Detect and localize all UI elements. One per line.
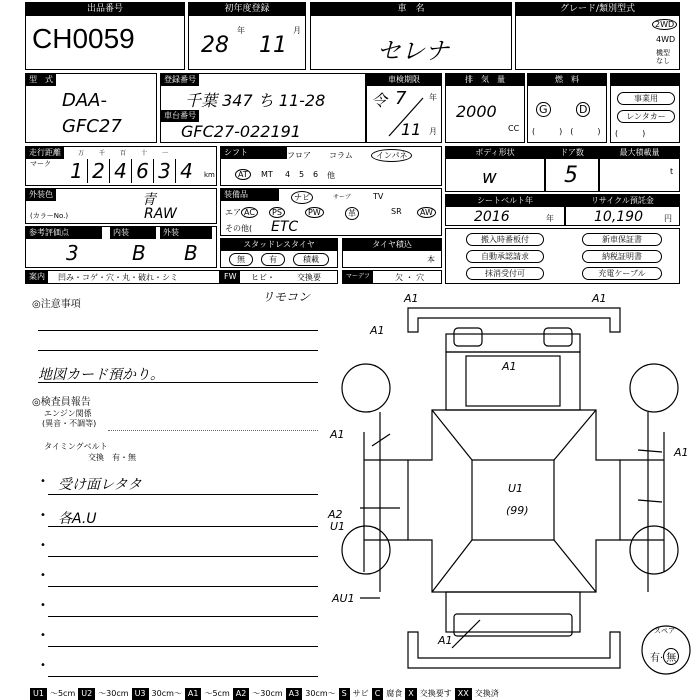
rear-body [446, 592, 580, 632]
shift-4: 4 [285, 170, 291, 179]
cap-box [599, 146, 680, 192]
inspect-m-unit: 月 [429, 127, 437, 136]
doc-cable: 充電ケーブル [582, 267, 662, 280]
tire-box [342, 238, 442, 268]
equip-pw: PW [305, 207, 324, 218]
legend-left-text: 凹み・コゲ・穴・丸・破れ・シミ [58, 273, 178, 282]
plate-box [160, 73, 366, 143]
interior: B [132, 241, 146, 265]
legend-value: ～5cm [204, 689, 230, 698]
shift-label: シフト [221, 147, 287, 159]
legend-key: U3 [132, 688, 149, 700]
recycle-yen: 円 [664, 214, 672, 223]
shift-other: 他 [327, 171, 335, 180]
lot-box [25, 2, 185, 70]
body-label: ボディ形状 [446, 147, 544, 159]
mdf-label: マーデフ [343, 271, 373, 283]
diag-label: A1 [674, 446, 689, 459]
bullet: • [40, 476, 46, 487]
diag-label: A1 [404, 292, 419, 305]
door-label: ドア数 [546, 147, 598, 159]
chassis-label: 車台番号 [161, 110, 199, 122]
reg-label: 初年度登録 [189, 3, 305, 16]
mileage-box [25, 146, 217, 186]
use-business: 事業用 [617, 92, 675, 105]
legend-value: 交換要す [419, 689, 452, 698]
unit-mark: 十 [141, 150, 148, 157]
legend-value: ～30cm [98, 689, 129, 698]
use-rental: レンタカー [617, 110, 675, 123]
digit: 6 [132, 159, 154, 183]
doors: 5 [564, 163, 578, 188]
belt-opts: 交換 有・無 [88, 453, 136, 462]
model-label: 型 式 [26, 74, 56, 86]
diag-label: U1 [508, 482, 524, 495]
legend-key: XX [455, 688, 472, 700]
equip-sr: SR [391, 207, 402, 216]
notes-rule [38, 350, 318, 351]
unit-mark: 万 [78, 150, 85, 157]
interior-label: 内装 [110, 227, 156, 239]
digit: 4 [180, 159, 193, 183]
legend-value: 30cm～ [305, 689, 336, 698]
docs-box [445, 228, 680, 284]
roof-front [446, 334, 580, 352]
inspect-slash [367, 74, 443, 144]
rear-glass [454, 614, 572, 636]
body: w [482, 167, 497, 188]
pillar [554, 540, 596, 592]
damage-legend [30, 688, 700, 700]
reg-month: 11 [259, 33, 287, 58]
use-label [611, 74, 679, 86]
opt-4wd: 4WD [656, 35, 676, 44]
grade-box [515, 2, 680, 70]
opt-type: 機型なし [656, 49, 670, 65]
windshield [544, 328, 572, 346]
door-box [545, 146, 599, 192]
exterior-label: 外装 [160, 227, 212, 239]
legend-left-label: 案内 [26, 271, 48, 283]
seatbelt-label: シートベルト年 [446, 195, 564, 207]
inspect-box [366, 73, 442, 143]
report-rule [48, 616, 318, 617]
report-rule [48, 526, 318, 527]
seatbelt-nen: 年 [546, 214, 554, 223]
equip-nav: ナビ [291, 191, 313, 204]
fw-sel: 交換要 [297, 273, 321, 282]
disp-cc: CC [508, 124, 520, 133]
report-rule [48, 494, 318, 495]
pillar [432, 410, 472, 460]
shift-5: 5 [299, 170, 305, 179]
diag-label: A1 [438, 634, 453, 647]
digit: 1 [66, 159, 88, 183]
mileage-digits [66, 159, 197, 183]
wheel [342, 526, 390, 574]
shift-floor: フロア [287, 151, 311, 160]
color-label: 外装色 [26, 189, 56, 201]
legend-row [25, 270, 220, 284]
windshield [454, 328, 482, 346]
inspector-label: ◎検査員報告 [32, 397, 91, 408]
shift-column: コラム [329, 151, 353, 160]
reg-year: 28 [201, 33, 229, 58]
model-1: DAA- [62, 90, 107, 111]
spare-label: スペア [654, 627, 675, 635]
unit-mark: 一 [162, 150, 169, 157]
color-code-label: (カラーNo.) [30, 212, 69, 220]
fuel-paren: ( ) ( ) [532, 127, 601, 136]
doc-warranty: 新車保証書 [582, 233, 662, 246]
mileage-mark: マーク [30, 160, 51, 168]
report-rule [48, 646, 318, 647]
score: 3 [66, 241, 79, 265]
bullet: • [40, 630, 46, 641]
front-bumper [408, 308, 620, 332]
car-name-label: 車 名 [311, 3, 511, 16]
digit: 3 [154, 159, 176, 183]
diag-label: A2 [328, 508, 343, 521]
legend-value: 腐食 [386, 689, 403, 698]
notes-rule [38, 382, 318, 383]
fuel-g: G [536, 102, 551, 117]
fw-label: FW [221, 271, 240, 283]
car-name-box [310, 2, 512, 70]
chassis: GFC27-022191 [181, 122, 301, 141]
legend-key: A3 [286, 688, 303, 700]
spare-val: 有· 無 [650, 648, 679, 665]
report-item: 受け面レタタ [58, 477, 142, 493]
diag-label: A1 [330, 428, 345, 441]
wheel [630, 364, 678, 412]
mileage-km: km [204, 171, 215, 179]
model-2: GFC27 [62, 116, 122, 137]
recycle-box [565, 194, 680, 226]
legend-value: 30cm～ [151, 689, 182, 698]
engine-label: エンジン関係 [44, 409, 92, 418]
equip-aw: AW [417, 207, 436, 218]
marker [452, 620, 480, 648]
shift-6: 6 [313, 170, 319, 179]
legend-value: 交換済 [474, 689, 499, 698]
use-paren: ( ) [615, 129, 646, 138]
wheel [630, 526, 678, 574]
marker [638, 450, 662, 452]
diag-label: AU1 [332, 592, 355, 605]
studless-label: スタッドレスタイヤ [221, 239, 337, 251]
studless-none: 無 [229, 253, 253, 266]
exterior: B [184, 241, 198, 265]
notes-label: ◎注意事項 [32, 299, 81, 310]
grade-label: グレード/類別型式 [516, 3, 679, 16]
marker [372, 434, 390, 446]
mdf-text: 欠 ・ 穴 [395, 273, 425, 282]
color-code: RAW [144, 206, 177, 222]
color-box [25, 188, 217, 224]
color: 青 [142, 192, 156, 208]
inspect-y-unit: 年 [429, 93, 437, 102]
cap-unit: t [670, 167, 674, 176]
fuel-d: D [576, 102, 590, 117]
equip-ps: PS [269, 207, 285, 218]
equip-label: 装備品 [221, 189, 279, 201]
seatbelt: 2016 [474, 209, 510, 225]
shift-at: AT [235, 169, 251, 180]
reg-box [188, 2, 306, 70]
doc-auto: 自動承認請求 [466, 250, 544, 263]
remocon-note: リモコン [262, 290, 311, 304]
legend-key: U1 [30, 688, 47, 700]
bullet: • [40, 570, 46, 581]
report-rule [48, 556, 318, 557]
diag-label: (99) [506, 504, 529, 517]
bullet: • [40, 660, 46, 671]
mileage-label: 走行距離 [26, 147, 64, 159]
fuel-label: 燃 料 [528, 74, 606, 86]
legend-key: A2 [233, 688, 250, 700]
diag-label: A1 [502, 360, 517, 373]
legend-value: ～5cm [49, 689, 76, 698]
roof-outline [472, 460, 554, 540]
unit-mark: 千 [99, 150, 106, 157]
digit: 4 [110, 159, 132, 183]
disp-box [445, 73, 525, 143]
score-label: 参考評価点 [26, 227, 102, 239]
legend-key: C [372, 688, 384, 700]
bullet: • [40, 600, 46, 611]
belt-label: タイミングベルト [44, 442, 108, 451]
legend-key: X [405, 688, 416, 700]
digit: 2 [88, 159, 110, 183]
mdf-row [342, 270, 442, 284]
reg-month-unit: 月 [293, 26, 301, 35]
inspect-year: 7 [395, 88, 407, 109]
equip-ac: エア AC [225, 207, 258, 218]
legend-key: S [339, 688, 350, 700]
doc-tax: 納税証明書 [582, 250, 662, 263]
use-box [610, 73, 680, 143]
inspect-era: 令 [371, 91, 388, 110]
car-name: セレナ [377, 37, 449, 65]
pillar [432, 540, 472, 592]
opt-2wd: 2WD [652, 19, 677, 30]
lot-label: 出品番号 [26, 3, 184, 16]
studless-box [220, 238, 338, 268]
inspect-month: 11 [401, 120, 422, 139]
fw-row [220, 270, 338, 284]
marker [638, 500, 662, 502]
legend-key: A1 [185, 688, 202, 700]
bullet: • [40, 510, 46, 521]
note-1: 地図カード預かり。 [38, 367, 164, 383]
shift-box [220, 146, 442, 186]
engine-dots [108, 430, 318, 431]
studless-yes: 有 [261, 253, 285, 266]
diag-label: A1 [592, 292, 607, 305]
wheel [342, 364, 390, 412]
bullet: • [40, 540, 46, 551]
report-rule [48, 676, 318, 677]
disp: 2000 [456, 102, 497, 121]
pillar [554, 410, 596, 460]
lot-number: CH0059 [32, 23, 135, 54]
body-outline [408, 410, 620, 592]
legend-value: サビ [352, 689, 369, 698]
doc-cancel: 抹消受付可 [466, 267, 544, 280]
studless-load: 積載 [293, 253, 329, 266]
recycle-label: リサイクル預託金 [566, 195, 679, 207]
diag-label: U1 [330, 520, 346, 533]
report-rule [48, 586, 318, 587]
shift-mt: MT [261, 170, 273, 179]
body-box [445, 146, 545, 192]
cap-label: 最大積載量 [600, 147, 679, 159]
equip-serve: サーブ [333, 194, 351, 201]
left-side [364, 412, 380, 592]
plate: 千葉 347 ち 11-28 [185, 91, 326, 110]
unit-mark: 百 [120, 150, 127, 157]
mileage-units [78, 148, 183, 157]
report-item: 各A.U [58, 511, 97, 527]
equip-other: ETC [271, 219, 299, 235]
fuel-box [527, 73, 607, 143]
inspect-label: 車検期限 [367, 74, 441, 86]
seatbelt-box [445, 194, 565, 226]
equip-tv: TV [373, 192, 384, 201]
equip-box [220, 188, 442, 236]
shift-panel: インパネ [371, 149, 412, 162]
engine-sub: (異音・不調等) [42, 419, 97, 428]
diag-label: A1 [370, 324, 385, 337]
recycle: 10,190 [594, 209, 643, 225]
fw-text: ヒビ・ [251, 273, 275, 282]
equip-leather: 革 [345, 207, 359, 220]
equip-other-label: その他( [225, 224, 253, 233]
plate-label: 登録番号 [161, 74, 199, 86]
tire-label: タイヤ積込 [343, 239, 441, 251]
doc-plate: 搬入時番板付 [466, 233, 544, 246]
reg-year-unit: 年 [237, 26, 245, 35]
tire-val: 本 [427, 255, 435, 264]
legend-key: U2 [78, 688, 95, 700]
notes-rule [38, 330, 318, 331]
legend-value: ～30cm [252, 689, 283, 698]
score-box [25, 226, 217, 268]
disp-label: 排 気 量 [446, 74, 524, 86]
model-box [25, 73, 157, 143]
